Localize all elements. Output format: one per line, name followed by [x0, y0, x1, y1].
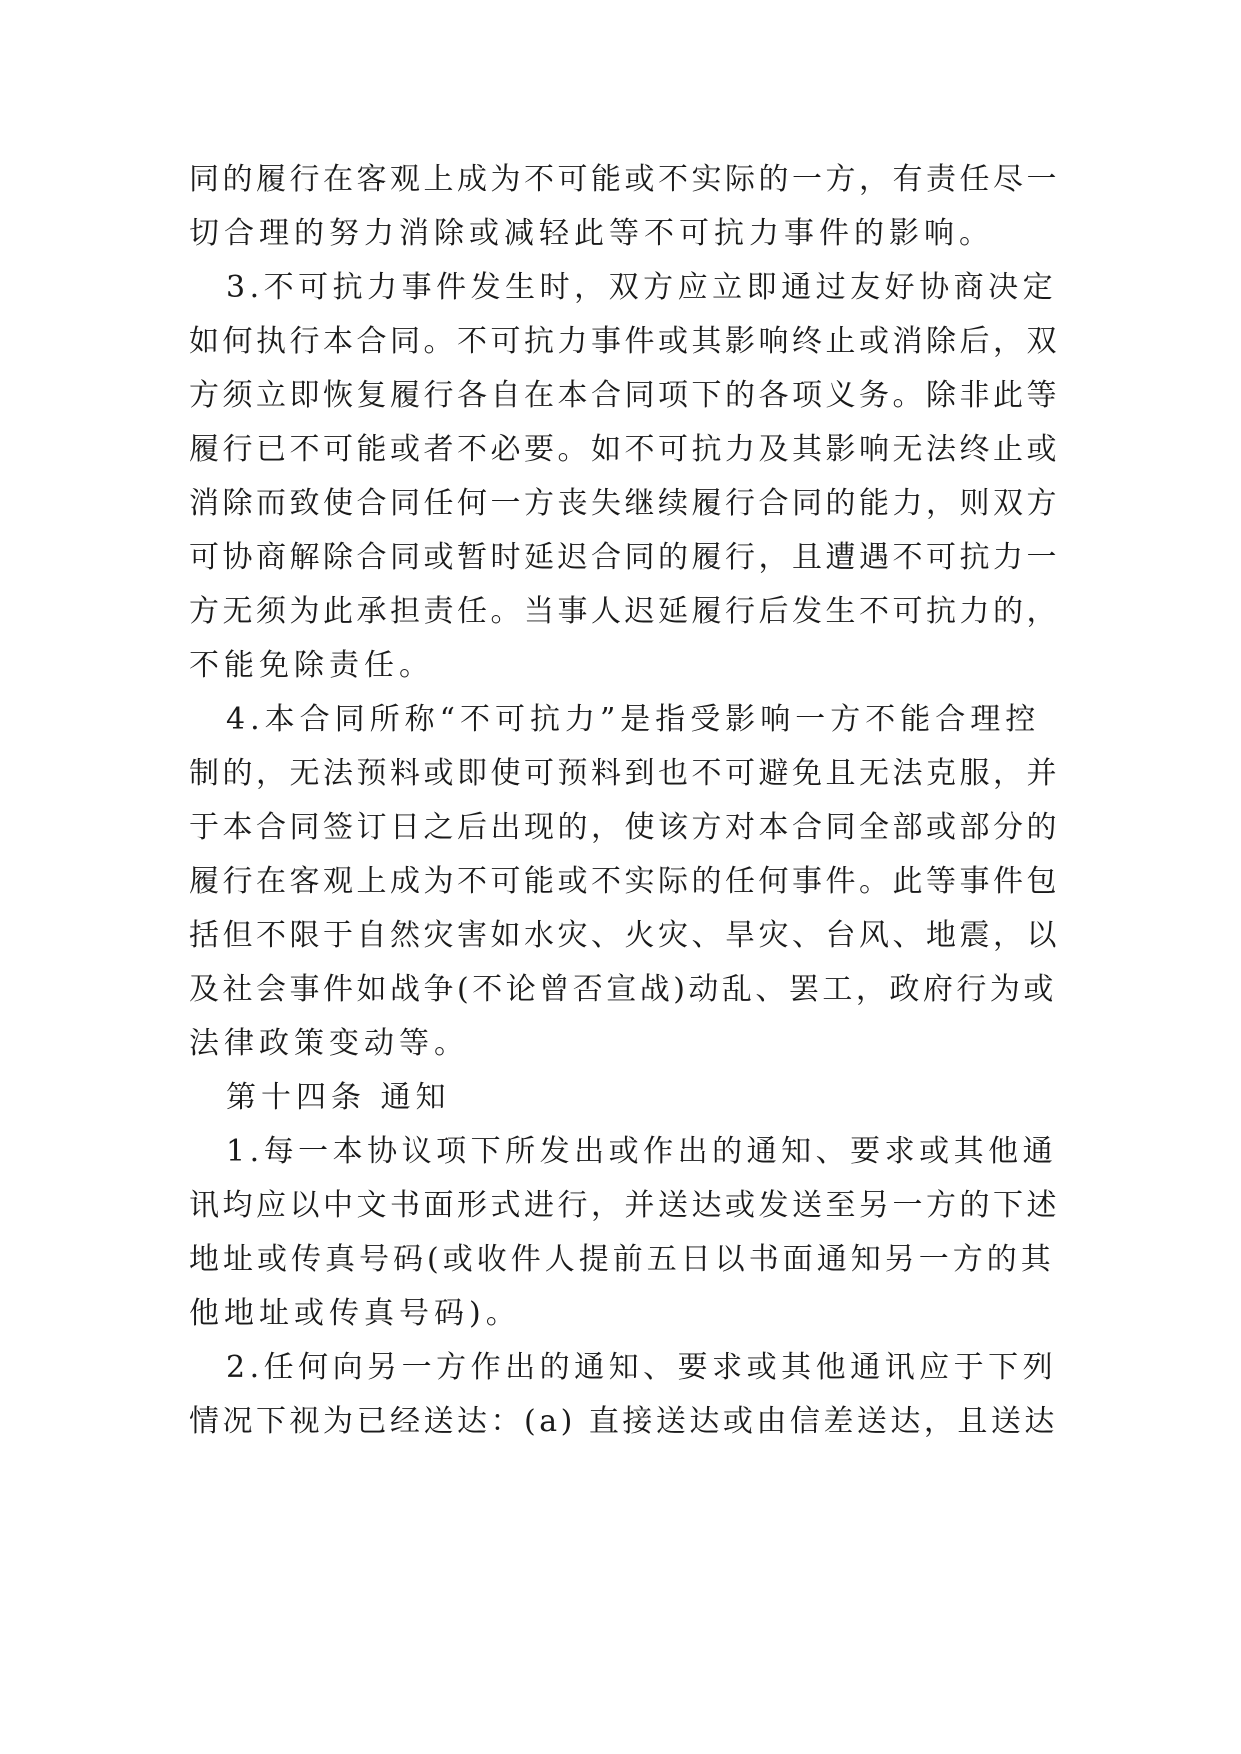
text-line: 情况下视为已经送达：(a) 直接送达或由信差送达，且送达	[189, 1404, 1058, 1439]
paragraph-first-line: 4.本合同所称“不可抗力”是指受影响一方不能合理控	[226, 702, 1041, 737]
text-line: 制的，无法预料或即使可预料到也不可避免且无法克服，并	[189, 756, 1060, 791]
text-line: 法律政策变动等。	[189, 1026, 469, 1061]
text-line: 于本合同签订日之后出现的，使该方对本合同全部或部分的	[189, 810, 1060, 845]
text-line: 可协商解除合同或暂时延迟合同的履行，且遭遇不可抗力一	[189, 540, 1060, 575]
paragraph-first-line: 3.不可抗力事件发生时，双方应立即通过友好协商决定	[226, 270, 1058, 305]
paragraph-first-line: 2.任何向另一方作出的通知、要求或其他通讯应于下列	[226, 1350, 1058, 1385]
paragraph-first-line: 1.每一本协议项下所发出或作出的通知、要求或其他通	[226, 1134, 1058, 1169]
text-line: 履行在客观上成为不可能或不实际的任何事件。此等事件包	[189, 864, 1060, 899]
text-line: 及社会事件如战争(不论曾否宣战)动乱、罢工，政府行为或	[189, 972, 1057, 1007]
text-line: 讯均应以中文书面形式进行，并送达或发送至另一方的下述	[189, 1188, 1060, 1223]
text-line: 切合理的努力消除或减轻此等不可抗力事件的影响。	[189, 216, 994, 251]
text-line: 如何执行本合同。不可抗力事件或其影响终止或消除后，双	[189, 324, 1060, 359]
text-line: 同的履行在客观上成为不可能或不实际的一方，有责任尽一	[189, 162, 1060, 197]
text-line: 方无须为此承担责任。当事人迟延履行后发生不可抗力的，	[189, 594, 1060, 629]
text-line: 括但不限于自然灾害如水灾、火灾、旱灾、台风、地震，以	[189, 918, 1060, 953]
text-line: 地址或传真号码(或收件人提前五日以书面通知另一方的其	[189, 1242, 1055, 1277]
text-line: 消除而致使合同任何一方丧失继续履行合同的能力，则双方	[189, 486, 1060, 521]
text-line: 方须立即恢复履行各自在本合同项下的各项义务。除非此等	[189, 378, 1060, 413]
text-line: 履行已不可能或者不必要。如不可抗力及其影响无法终止或	[189, 432, 1060, 467]
section-heading: 第十四条 通知	[226, 1080, 451, 1115]
text-line: 他地址或传真号码)。	[189, 1296, 521, 1331]
text-line: 不能免除责任。	[189, 648, 434, 683]
